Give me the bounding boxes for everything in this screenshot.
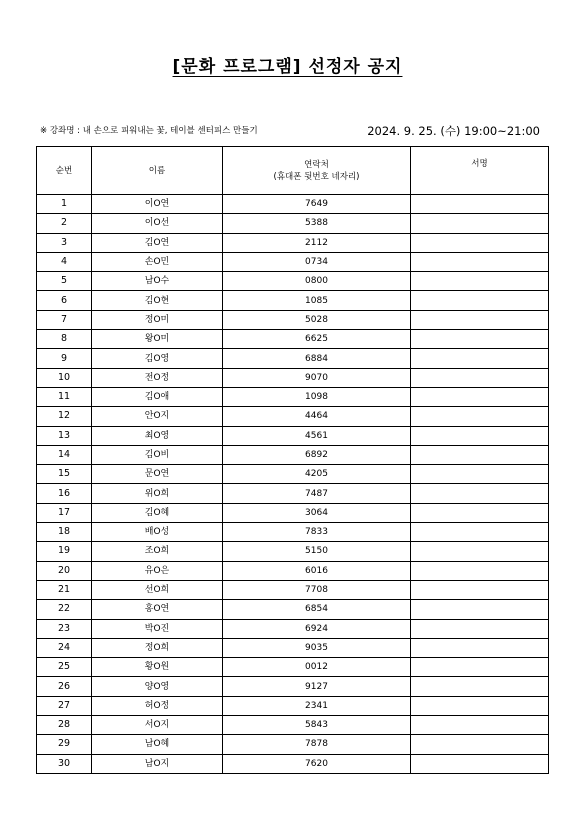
- event-info: [40, 124, 540, 138]
- participant-name: 배O성: [92, 523, 223, 542]
- participant-name: 허O정: [92, 696, 223, 715]
- signature-cell[interactable]: [411, 407, 549, 426]
- participant-name: 정O희: [92, 638, 223, 657]
- table-row: [37, 272, 549, 291]
- participants-table: [36, 146, 549, 774]
- phone-last-digits: 1098: [223, 387, 411, 406]
- phone-last-digits: 6884: [223, 349, 411, 368]
- table-row: [37, 619, 549, 638]
- row-number: 13: [37, 426, 92, 445]
- signature-cell[interactable]: [411, 677, 549, 696]
- row-number: 24: [37, 638, 92, 657]
- phone-last-digits: 0012: [223, 658, 411, 677]
- signature-cell[interactable]: [411, 658, 549, 677]
- phone-last-digits: 6016: [223, 561, 411, 580]
- table-row: [37, 445, 549, 464]
- table-row: [37, 600, 549, 619]
- signature-cell[interactable]: [411, 638, 549, 657]
- signature-cell[interactable]: [411, 387, 549, 406]
- participant-name: 양O영: [92, 677, 223, 696]
- table-row: [37, 195, 549, 214]
- phone-last-digits: 1085: [223, 291, 411, 310]
- phone-last-digits: 7878: [223, 735, 411, 754]
- phone-last-digits: 0734: [223, 252, 411, 271]
- table-body: [37, 195, 549, 774]
- row-number: 30: [37, 754, 92, 773]
- phone-last-digits: 5150: [223, 542, 411, 561]
- phone-last-digits: 2112: [223, 233, 411, 252]
- phone-last-digits: 6625: [223, 330, 411, 349]
- signature-cell[interactable]: [411, 310, 549, 329]
- table-row: [37, 580, 549, 599]
- phone-last-digits: 6892: [223, 445, 411, 464]
- header-no: 순번: [37, 147, 92, 195]
- participant-name: 황O원: [92, 658, 223, 677]
- participant-name: 김O비: [92, 445, 223, 464]
- participant-name: 남O지: [92, 754, 223, 773]
- row-number: 22: [37, 600, 92, 619]
- participant-name: 이O선: [92, 214, 223, 233]
- participant-name: 김O영: [92, 349, 223, 368]
- event-datetime: 2024. 9. 25. (수) 19:00~21:00: [367, 124, 540, 138]
- phone-last-digits: 7833: [223, 523, 411, 542]
- row-number: 4: [37, 252, 92, 271]
- table-row: [37, 484, 549, 503]
- header-phone: [223, 147, 411, 195]
- participant-name: 남O수: [92, 272, 223, 291]
- participant-name: 서O지: [92, 716, 223, 735]
- table-row: [37, 754, 549, 773]
- table-row: [37, 387, 549, 406]
- table-header-row: [37, 147, 549, 195]
- participant-name: 이O연: [92, 195, 223, 214]
- signature-cell[interactable]: [411, 445, 549, 464]
- table-row: [37, 465, 549, 484]
- row-number: 10: [37, 368, 92, 387]
- signature-cell[interactable]: [411, 252, 549, 271]
- table-row: [37, 561, 549, 580]
- row-number: 18: [37, 523, 92, 542]
- table-row: [37, 542, 549, 561]
- table-row: [37, 233, 549, 252]
- signature-cell[interactable]: [411, 272, 549, 291]
- row-number: 14: [37, 445, 92, 464]
- phone-last-digits: 9035: [223, 638, 411, 657]
- row-number: 8: [37, 330, 92, 349]
- phone-last-digits: 4561: [223, 426, 411, 445]
- signature-cell[interactable]: [411, 484, 549, 503]
- table-row: [37, 523, 549, 542]
- phone-last-digits: 0800: [223, 272, 411, 291]
- participant-name: 최O영: [92, 426, 223, 445]
- table-row: [37, 696, 549, 715]
- row-number: 28: [37, 716, 92, 735]
- participant-name: 김O애: [92, 387, 223, 406]
- header-phone-note: (휴대폰 뒷번호 네자리): [273, 171, 360, 182]
- phone-last-digits: 5843: [223, 716, 411, 735]
- row-number: 21: [37, 580, 92, 599]
- signature-cell[interactable]: [411, 426, 549, 445]
- phone-last-digits: 4205: [223, 465, 411, 484]
- signature-cell[interactable]: [411, 561, 549, 580]
- participant-name: 남O혜: [92, 735, 223, 754]
- phone-last-digits: 5388: [223, 214, 411, 233]
- signature-cell[interactable]: [411, 465, 549, 484]
- table-row: [37, 291, 549, 310]
- participant-name: 손O민: [92, 252, 223, 271]
- table-row: [37, 407, 549, 426]
- table-row: [37, 658, 549, 677]
- row-number: 7: [37, 310, 92, 329]
- phone-last-digits: 7620: [223, 754, 411, 773]
- table-row: [37, 214, 549, 233]
- row-number: 2: [37, 214, 92, 233]
- table-row: [37, 638, 549, 657]
- row-number: 9: [37, 349, 92, 368]
- participant-name: 문O연: [92, 465, 223, 484]
- phone-last-digits: 6924: [223, 619, 411, 638]
- participant-name: 선O희: [92, 580, 223, 599]
- row-number: 23: [37, 619, 92, 638]
- participant-name: 조O희: [92, 542, 223, 561]
- row-number: 17: [37, 503, 92, 522]
- participant-name: 김O현: [92, 291, 223, 310]
- signature-cell[interactable]: [411, 523, 549, 542]
- signature-cell[interactable]: [411, 233, 549, 252]
- table-row: [37, 503, 549, 522]
- phone-last-digits: 3064: [223, 503, 411, 522]
- table-row: [37, 310, 549, 329]
- table-row: [37, 735, 549, 754]
- header-sign: 서명: [411, 147, 549, 195]
- row-number: 26: [37, 677, 92, 696]
- participant-name: 전O정: [92, 368, 223, 387]
- signature-cell[interactable]: [411, 195, 549, 214]
- participant-name: 김O연: [92, 233, 223, 252]
- signature-cell[interactable]: [411, 735, 549, 754]
- row-number: 29: [37, 735, 92, 754]
- phone-last-digits: 4464: [223, 407, 411, 426]
- row-number: 5: [37, 272, 92, 291]
- phone-last-digits: 7708: [223, 580, 411, 599]
- row-number: 27: [37, 696, 92, 715]
- signature-cell[interactable]: [411, 368, 549, 387]
- signature-cell[interactable]: [411, 542, 549, 561]
- signature-cell[interactable]: [411, 291, 549, 310]
- signature-cell[interactable]: [411, 600, 549, 619]
- row-number: 3: [37, 233, 92, 252]
- participant-name: 왕O미: [92, 330, 223, 349]
- header-name: 이름: [92, 147, 223, 195]
- participant-name: 유O은: [92, 561, 223, 580]
- header-phone-label: 연락처: [304, 159, 329, 170]
- signature-cell[interactable]: [411, 580, 549, 599]
- participant-name: 박O진: [92, 619, 223, 638]
- signature-cell[interactable]: [411, 349, 549, 368]
- signature-cell[interactable]: [411, 696, 549, 715]
- participant-name: 홍O연: [92, 600, 223, 619]
- course-name: ※ 강좌명 : 내 손으로 피워내는 꽃, 테이블 센터피스 만들기: [40, 126, 258, 136]
- phone-last-digits: 9070: [223, 368, 411, 387]
- phone-last-digits: 2341: [223, 696, 411, 715]
- signature-cell[interactable]: [411, 754, 549, 773]
- table-row: [37, 426, 549, 445]
- row-number: 15: [37, 465, 92, 484]
- table-row: [37, 252, 549, 271]
- signature-cell[interactable]: [411, 716, 549, 735]
- participant-name: 안O지: [92, 407, 223, 426]
- row-number: 11: [37, 387, 92, 406]
- phone-last-digits: 9127: [223, 677, 411, 696]
- signature-cell[interactable]: [411, 619, 549, 638]
- page-title: [0, 56, 575, 78]
- signature-cell[interactable]: [411, 503, 549, 522]
- table-row: [37, 716, 549, 735]
- table-row: [37, 677, 549, 696]
- row-number: 25: [37, 658, 92, 677]
- table-row: [37, 349, 549, 368]
- signature-cell[interactable]: [411, 214, 549, 233]
- table-row: [37, 368, 549, 387]
- row-number: 16: [37, 484, 92, 503]
- participant-name: 위O희: [92, 484, 223, 503]
- phone-last-digits: 7649: [223, 195, 411, 214]
- participant-name: 김O혜: [92, 503, 223, 522]
- row-number: 12: [37, 407, 92, 426]
- phone-last-digits: 6854: [223, 600, 411, 619]
- row-number: 20: [37, 561, 92, 580]
- participant-name: 정O미: [92, 310, 223, 329]
- signature-cell[interactable]: [411, 330, 549, 349]
- row-number: 6: [37, 291, 92, 310]
- row-number: 19: [37, 542, 92, 561]
- table-row: [37, 330, 549, 349]
- page-title-text: [문화 프로그램] 선정자 공지: [172, 57, 403, 77]
- phone-last-digits: 5028: [223, 310, 411, 329]
- phone-last-digits: 7487: [223, 484, 411, 503]
- row-number: 1: [37, 195, 92, 214]
